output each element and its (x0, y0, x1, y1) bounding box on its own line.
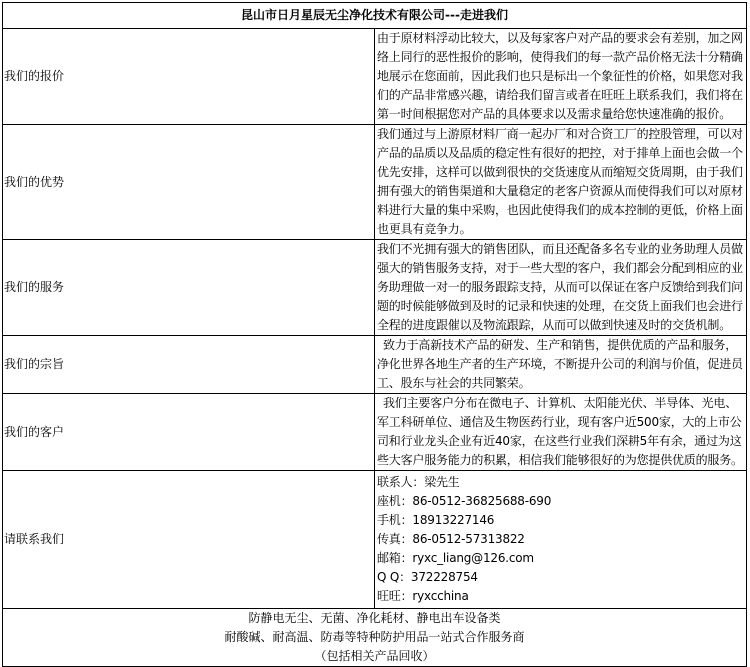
footer-line-services: 耐酸碱、耐高温、防毒等特种防护用品一站式合作服务商 (224, 630, 525, 644)
row-text-advantages: 我们通过与上游原材料厂商一起办厂和对合资工厂的控股管理，可以对产品的品质以及品质的稳定性有很好的把控，对于排单上面也会做一个优先安排，这样可以做到很快的交货速度从而缩短交货周期，由于我们拥有强大的销售渠道和大量稳定的老客户资源从而使得我们可以对原材料进行大量的集中采购，也因此使得我们的成本控制的更低，价格上面也更具有竞争力。 (375, 125, 747, 240)
row-text-pricing: 由于原材料浮动比较大，以及每家客户对产品的要求会有差别，加之网络上同行的恶性报价的影响，使得我们的每一款产品价格无法十分精确地展示在您面前，因此我们也只是标出一个象征性的价格，如果您对我们的产品非常感兴趣，请给我们留言或者在旺旺上联系我们，我们将在第一时间根据您对产品的具体要求以及需求量给您快速准确的报价。 (375, 29, 747, 125)
contact-qq: Q Q：372228754 (377, 570, 478, 584)
footer-block (3, 609, 747, 667)
row-label-pricing: 我们的报价 (3, 29, 375, 125)
contact-wangwang: 旺旺：ryxcchina (377, 589, 469, 603)
contact-email: 邮箱：ryxc_liang@126.com (377, 551, 534, 565)
row-label-customers: 我们的客户 (3, 394, 375, 471)
footer-line-recycling: （包括相关产品回收） (314, 649, 435, 663)
row-text-mission: 致力于高新技术产品的研发、生产和销售，提供优质的产品和服务，净化世界各地生产者的生产环境，不断提升公司的利润与价值，促进员工、股东与社会的共同繁荣。 (375, 336, 747, 394)
row-label-advantages: 我们的优势 (3, 125, 375, 240)
contact-fax: 传真：86-0512-57313822 (377, 532, 525, 546)
contact-mobile: 手机：18913227146 (377, 513, 495, 527)
row-label-service: 我们的服务 (3, 240, 375, 336)
row-label-contact: 请联系我们 (3, 471, 375, 609)
contact-person: 联系人：梁先生 (377, 475, 460, 489)
row-text-customers: 我们主要客户分布在微电子、计算机、太阳能光伏、半导体、光电、军工科研单位、通信及生物医药行业，现有客户近500家，大的上市公司和行业龙头企业有近40家，在这些行业我们深耕5年有余，通过为这些大客户服务能力的积累，相信我们能够很好的为您提供优质的服务。 (375, 394, 747, 471)
table-title: 昆山市日月星辰无尘净化技术有限公司---走进我们 (3, 3, 747, 29)
row-text-service: 我们不光拥有强大的销售团队，而且还配备多名专业的业务助理人员做强大的销售服务支持，对于一些大型的客户，我们都会分配到相应的业务助理做一对一的服务跟踪支持，从而可以保证在客户反馈给到我们问题的时候能够做到及时的记录和快速的处理，在交货上面我们也会进行全程的进度跟催以及物流跟踪，从而可以做到快速及时的交货机制。 (375, 240, 747, 336)
company-info-table (2, 2, 747, 667)
contact-landline: 座机：86-0512-36825688-690 (377, 494, 552, 508)
row-label-mission: 我们的宗旨 (3, 336, 375, 394)
contact-block (375, 471, 747, 609)
footer-line-products: 防静电无尘、无菌、净化耗材、静电出车设备类 (248, 611, 501, 625)
